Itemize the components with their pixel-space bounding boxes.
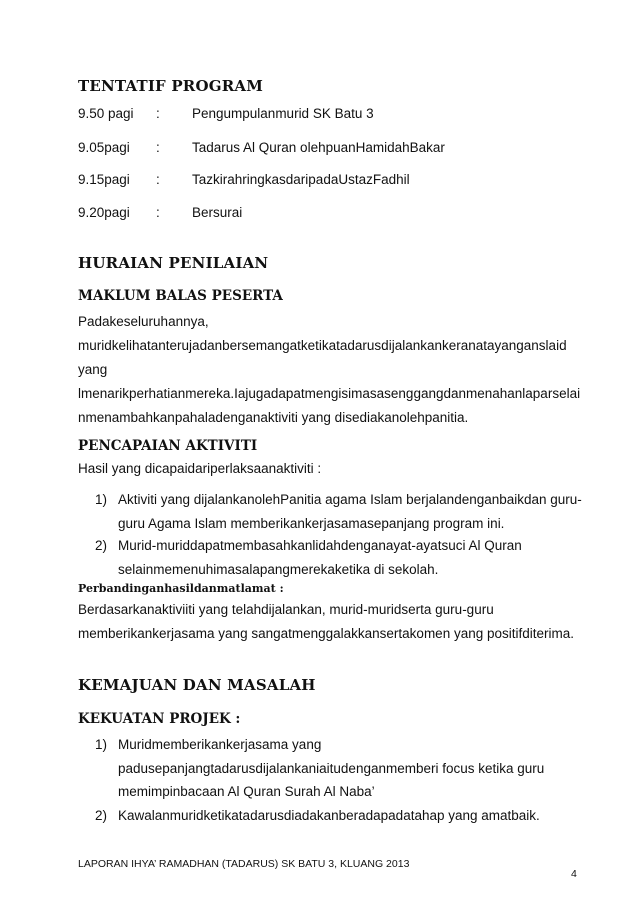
schedule-time: 9.50 pagi (78, 106, 134, 121)
schedule-separator: : (156, 106, 160, 121)
perbandingan-heading: Perbandinganhasildanmatlamat : (78, 582, 284, 595)
pencapaian-intro: Hasil yang dicapaidariperlaksaanaktiviti : (78, 461, 322, 476)
maklum-balas-line: nmenambahkanpahaladenganaktiviti yang disediakanolehpanitia. (78, 410, 469, 425)
list-text: Kawalanmuridketikatadarusdiadakanberadapadatahap yang amatbaik. (118, 808, 540, 823)
perbandingan-line: Berdasarkanaktiviiti yang telahdijalankan, murid-muridserta guru-guru (78, 602, 494, 617)
list-number: 1) (95, 737, 108, 752)
list-text: Murid-muriddapatmembasahkanlidahdenganayat-ayatsuci Al Quran (118, 538, 522, 553)
list-number: 2) (95, 538, 108, 553)
list-text: selainmemenuhimasalapangmerekaketika di sekolah. (118, 562, 439, 577)
list-text: guru Agama Islam memberikankerjasamasepanjang program ini. (118, 516, 505, 531)
maklum-balas-line: lmenarikperhatianmereka.Iajugadapatmengisimasasenggangdanmenahanlaparselai (78, 386, 581, 401)
schedule-activity: Tadarus Al Quran olehpuanHamidahBakar (192, 140, 445, 155)
list-number: 1) (95, 492, 108, 507)
schedule-activity: Bersurai (192, 205, 243, 220)
kekuatan-heading: KEKUATAN PROJEK : (78, 711, 241, 727)
list-text: padusepanjangtadarusdijalankaniaitudenganmemberi focus ketika guru (118, 761, 545, 776)
schedule-time: 9.05pagi (78, 140, 130, 155)
maklum-balas-line: Padakeseluruhannya, (78, 314, 209, 329)
huraian-heading: HURAIAN PENILAIAN (78, 254, 269, 272)
schedule-activity: Pengumpulanmurid SK Batu 3 (192, 106, 374, 121)
schedule-separator: : (156, 172, 160, 187)
list-text: Muridmemberikankerjasama yang (118, 737, 322, 752)
program-heading: TENTATIF PROGRAM (78, 77, 264, 95)
maklum-balas-line: muridkelihatanterujadanbersemangatketikatadarusdijalankankeranatayanganslaid (78, 338, 567, 353)
list-number: 2) (95, 808, 108, 823)
page-number: 4 (571, 868, 577, 880)
perbandingan-line: memberikankerjasama yang sangatmenggalakkansertakomen yang positifditerima. (78, 626, 575, 641)
page-footer: LAPORAN IHYA’ RAMADHAN (TADARUS) SK BATU 3, KLUANG 2013 (78, 858, 410, 870)
schedule-separator: : (156, 140, 160, 155)
schedule-separator: : (156, 205, 160, 220)
kemajuan-heading: KEMAJUAN DAN MASALAH (78, 676, 316, 694)
schedule-activity: TazkirahringkasdaripadaUstazFadhil (192, 172, 410, 187)
schedule-time: 9.15pagi (78, 172, 130, 187)
list-text: Aktiviti yang dijalankanolehPanitia agama Islam berjalandenganbaikdan guru- (118, 492, 582, 507)
list-text: memimpinbacaan Al Quran Surah Al Naba’ (118, 784, 375, 799)
maklum-balas-line: yang (78, 362, 108, 377)
schedule-time: 9.20pagi (78, 205, 130, 220)
pencapaian-heading: PENCAPAIAN AKTIVITI (78, 438, 258, 454)
maklum-balas-heading: MAKLUM BALAS PESERTA (78, 288, 283, 304)
